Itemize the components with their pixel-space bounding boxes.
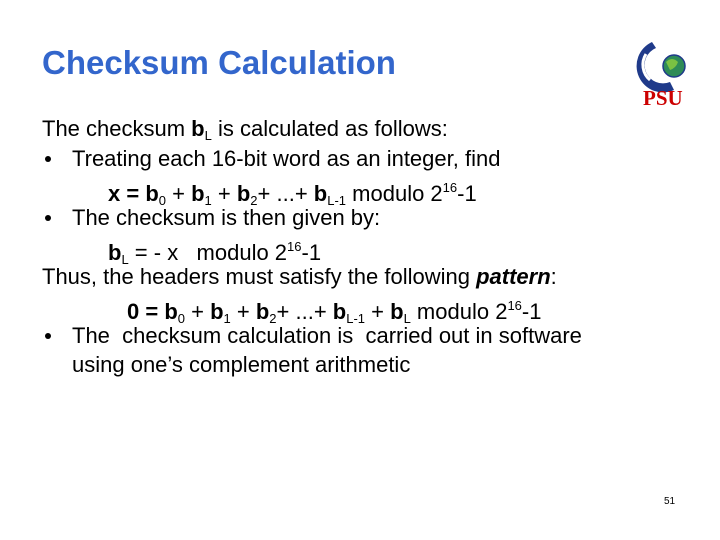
superscript: 16 xyxy=(442,180,458,195)
subscript: L xyxy=(204,128,212,143)
slide-title: Checksum Calculation xyxy=(42,44,396,81)
slide-body xyxy=(42,114,582,380)
subscript: L xyxy=(121,252,129,267)
colon: : xyxy=(550,263,557,289)
superscript: 16 xyxy=(507,298,522,313)
bullet-text: Treating each 16-bit word as an integer, find xyxy=(72,145,501,171)
bullet-icon xyxy=(45,215,51,221)
superscript: 16 xyxy=(287,239,302,254)
symbol-b: b xyxy=(390,299,404,324)
symbol-b: b xyxy=(191,181,205,206)
subscript: 1 xyxy=(204,193,212,208)
minus-one: -1 xyxy=(457,181,477,206)
bullet-item-3-continued xyxy=(42,350,582,380)
symbol-b: b xyxy=(191,116,205,141)
eq-zero: 0 = xyxy=(127,299,165,324)
bullet-text: The checksum is then given by: xyxy=(72,204,381,230)
subscript: L xyxy=(403,311,411,326)
bullet-item-3 xyxy=(42,321,582,351)
modulo-text: modulo 2 xyxy=(346,181,443,206)
bullet-text: The checksum calculation is carried out in software xyxy=(72,322,582,348)
subscript: 0 xyxy=(158,193,166,208)
ellipsis: + ...+ xyxy=(257,181,314,206)
modulo-text: modulo 2 xyxy=(410,299,508,324)
symbol-b: b xyxy=(255,299,270,324)
plus: + xyxy=(185,299,211,324)
equation-1 xyxy=(42,173,582,208)
thus-line xyxy=(42,262,582,292)
intro-text-end: is calculated as follows: xyxy=(211,116,448,141)
logo-text: PSU xyxy=(643,86,683,110)
page-number: 51 xyxy=(664,496,676,507)
plus: + xyxy=(230,299,256,324)
eq-x: x = xyxy=(108,181,146,206)
symbol-b: b xyxy=(145,181,159,206)
bullet-item-2 xyxy=(42,203,582,233)
equation-3 xyxy=(42,291,582,326)
subscript: 2 xyxy=(250,193,258,208)
subscript: L-1 xyxy=(346,311,366,326)
intro-line xyxy=(42,114,582,144)
symbol-b: b xyxy=(164,299,178,324)
bullet-text: using one’s complement arithmetic xyxy=(72,352,411,377)
subscript: 0 xyxy=(177,311,185,326)
subscript: L-1 xyxy=(327,193,347,208)
bullet-icon xyxy=(45,156,51,162)
ellipsis: + ...+ xyxy=(276,299,333,324)
symbol-b: b xyxy=(108,240,122,265)
minus-one: -1 xyxy=(521,299,542,324)
pattern-emphasis: pattern xyxy=(476,263,551,289)
subscript: 1 xyxy=(223,311,231,326)
symbol-b: b xyxy=(332,299,347,324)
thus-text: Thus, the headers must satisfy the following xyxy=(42,263,477,289)
symbol-b: b xyxy=(236,181,251,206)
equation-2 xyxy=(42,232,582,267)
intro-text: The checksum xyxy=(42,116,192,141)
plus: + xyxy=(166,181,192,206)
minus-one: -1 xyxy=(301,240,322,265)
symbol-b: b xyxy=(210,299,224,324)
equation-text: = - x modulo 2 xyxy=(128,240,288,265)
subscript: 2 xyxy=(269,311,277,326)
plus: + xyxy=(365,299,391,324)
plus: + xyxy=(211,181,237,206)
bullet-icon xyxy=(45,333,51,339)
symbol-b: b xyxy=(313,181,328,206)
bullet-item-1 xyxy=(42,144,582,174)
